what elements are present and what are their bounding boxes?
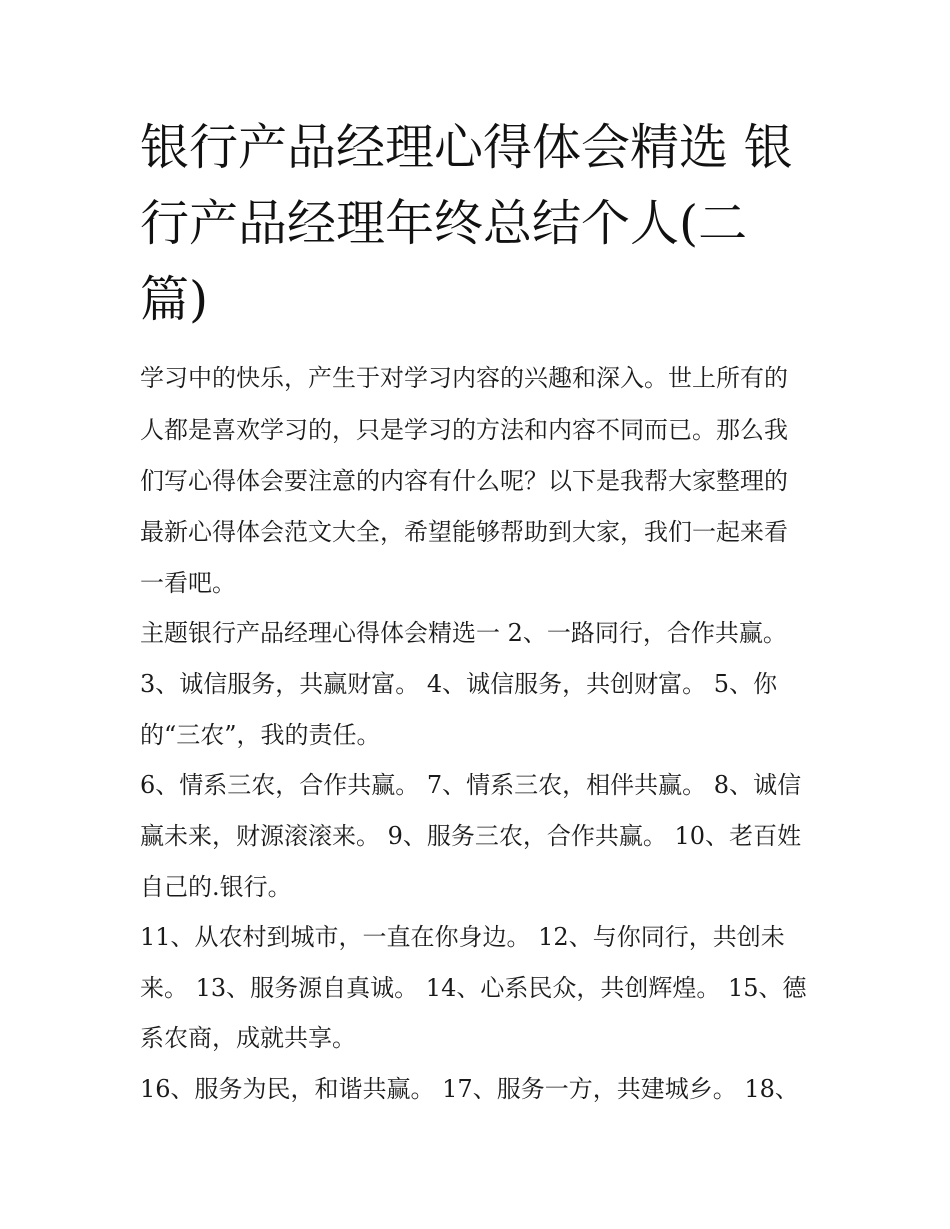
intro-line-4: 最新心得体会范文大全，希望能够帮助到大家，我们一起来看 [140,518,788,546]
paragraph1-line-2: 3、诚信服务，共赢财富。 4、诚信服务，共创财富。 5、你 [140,670,778,698]
paragraph2-line-2: 赢未来，财源滚滚来。 9、服务三农，合作共赢。 10、老百姓 [140,822,802,850]
paragraph2-line-3: 自己的.银行。 [140,873,292,901]
intro-line-5: 一看吧。 [140,569,236,597]
paragraph3-line-2: 来。 13、服务源自真诚。 14、心系民众，共创辉煌。 15、德 [140,974,807,1002]
paragraph2-line-1: 6、情系三农，合作共赢。 7、情系三农，相伴共赢。 8、诚信 [140,771,802,799]
intro-line-1: 学习中的快乐，产生于对学习内容的兴趣和深入。世上所有的 [140,364,788,392]
paragraph1-line-1: 主题银行产品经理心得体会精选一 2、一路同行，合作共赢。 [140,619,787,647]
intro-line-3: 们写心得体会要注意的内容有什么呢？以下是我帮大家整理的 [140,467,788,495]
paragraph1-line-3: 的“三农”，我的责任。 [140,721,381,749]
intro-line-2: 人都是喜欢学习的，只是学习的方法和内容不同而已。那么我 [140,416,788,444]
paragraph3-line-3: 系农商，成就共享。 [140,1024,356,1052]
paragraph4-line-1: 16、服务为民，和谐共赢。 17、服务一方，共建城乡。 18、 [140,1075,799,1103]
title-line-3: 篇) [140,271,209,328]
title-line-2: 行产品经理年终总结个人(二 [140,195,748,252]
paragraph3-line-1: 11、从农村到城市，一直在你身边。 12、与你同行，共创未 [140,923,785,951]
title-line-1: 银行产品经理心得体会精选 银 [140,119,793,176]
